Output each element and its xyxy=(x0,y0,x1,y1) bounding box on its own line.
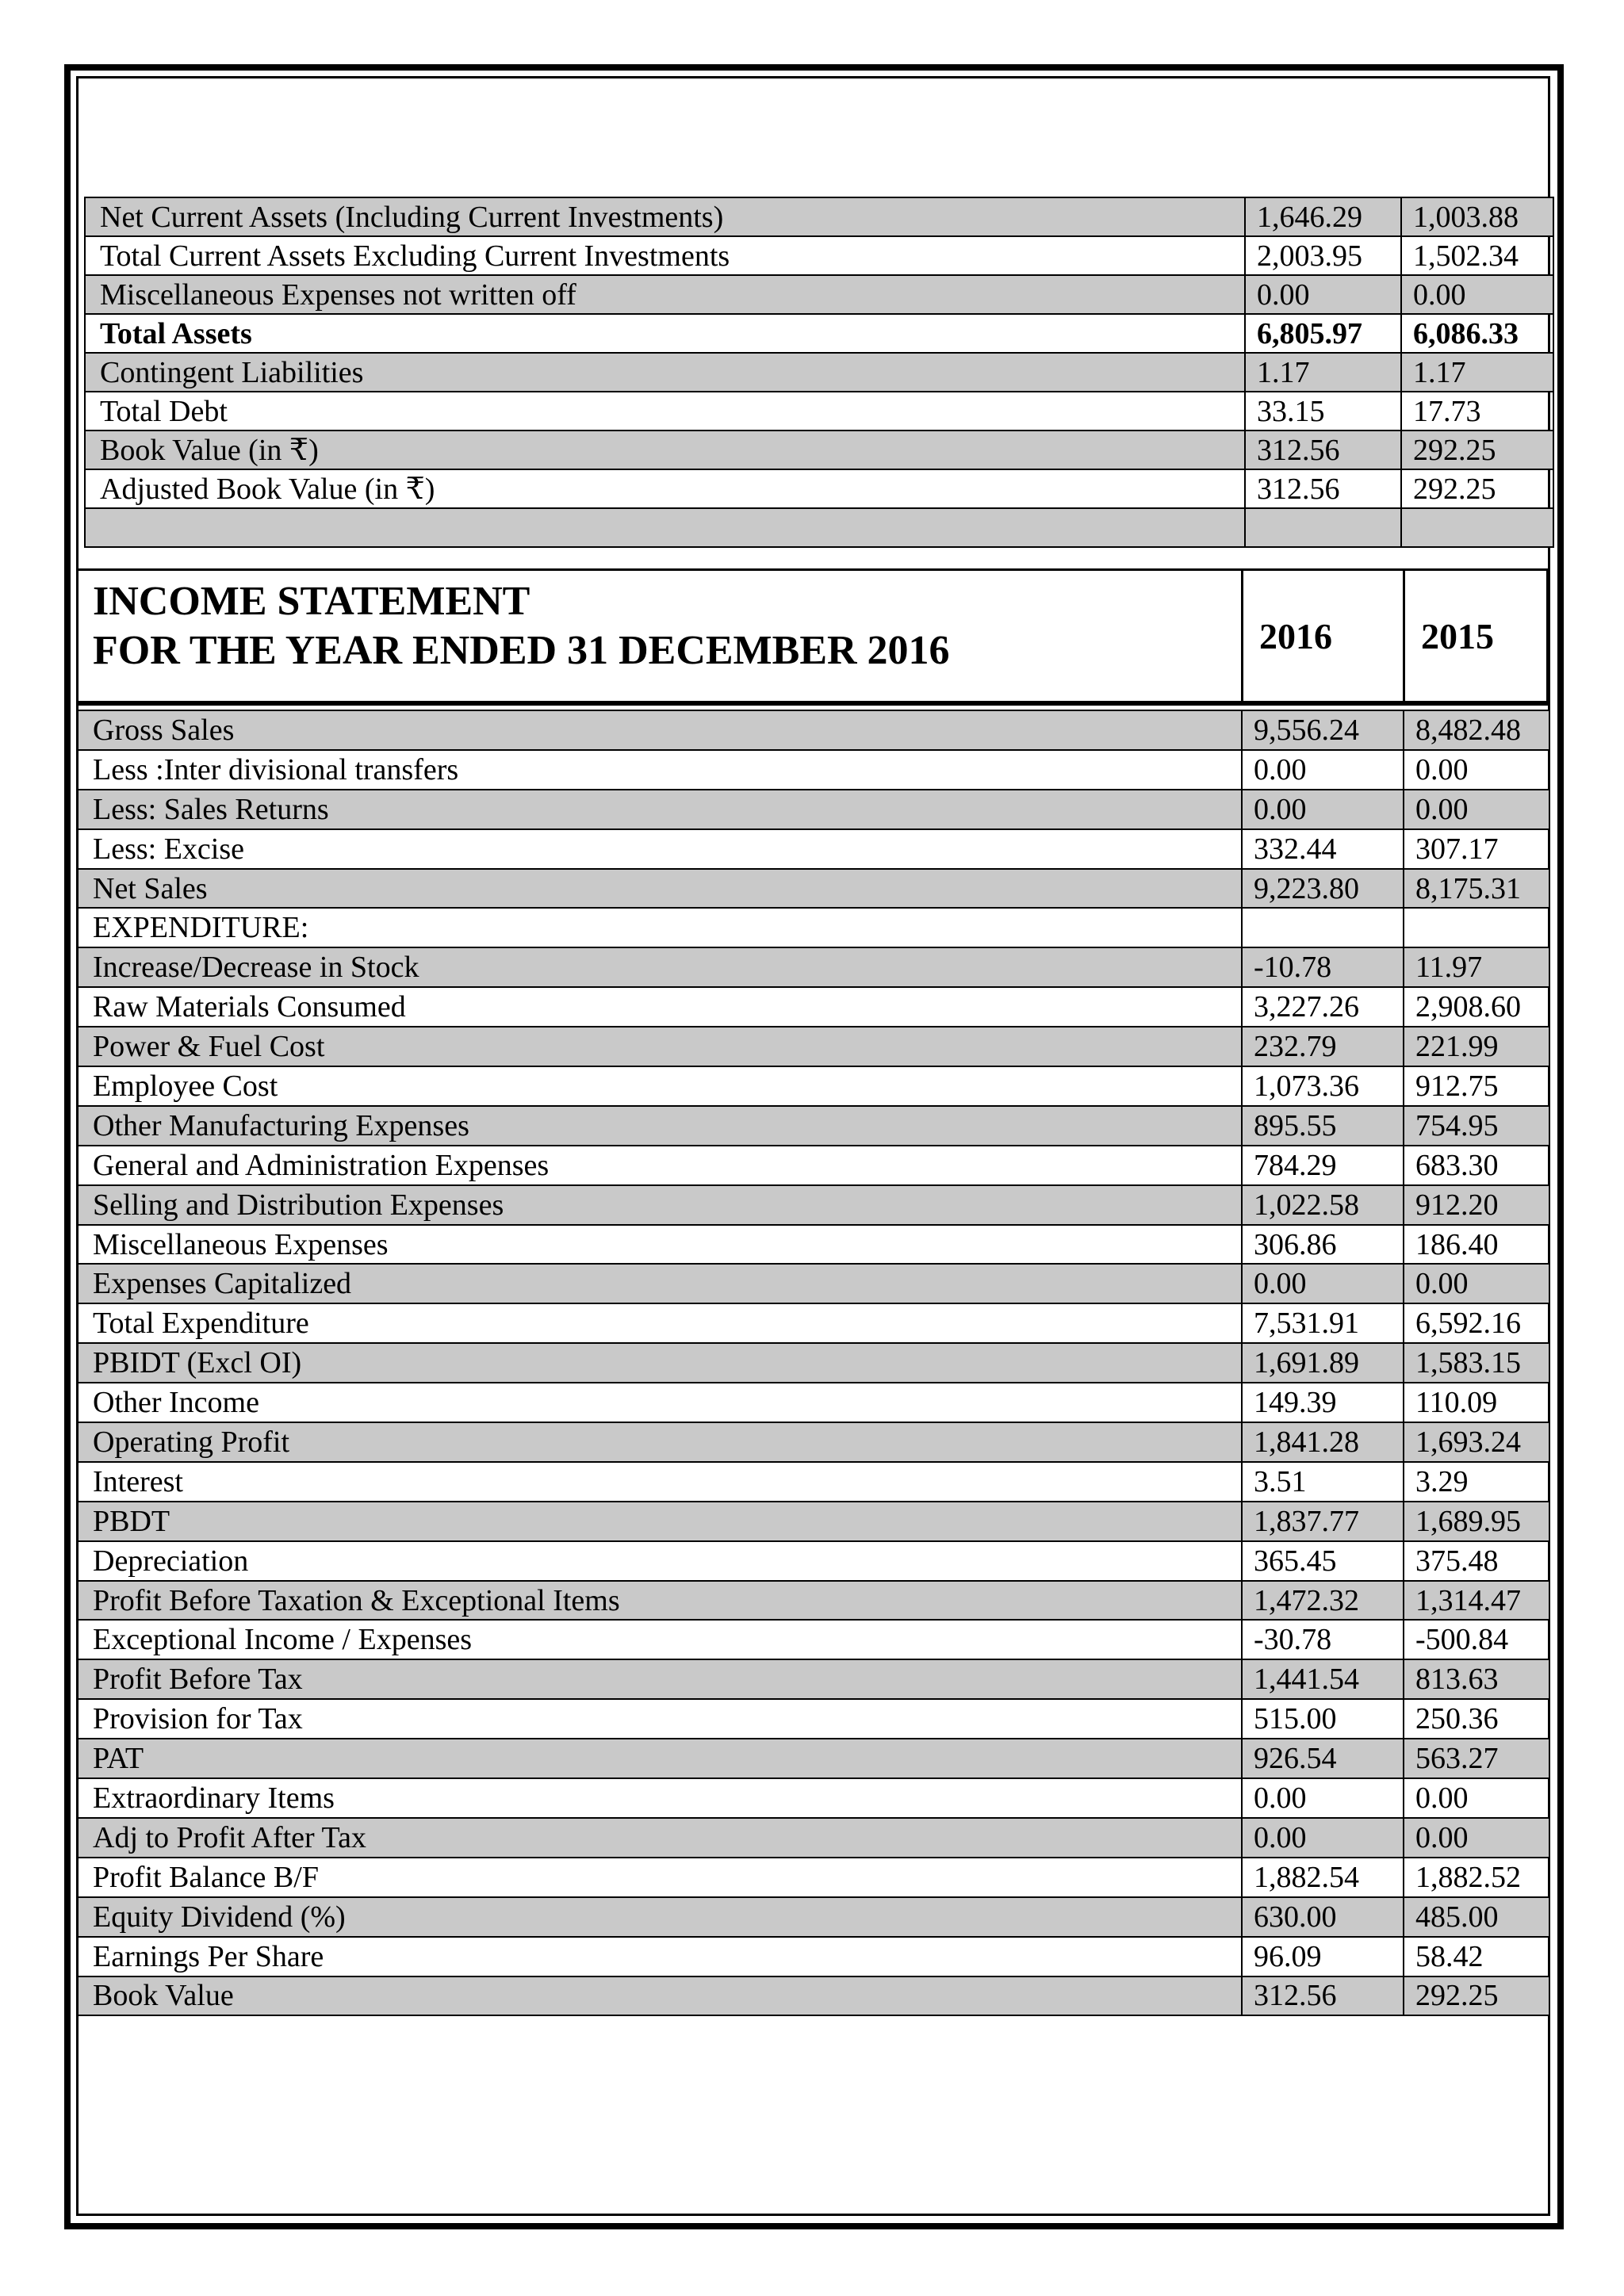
row-label: Total Expenditure xyxy=(78,1303,1242,1343)
row-label: Miscellaneous Expenses not written off xyxy=(85,275,1245,314)
value-2016: 1,841.28 xyxy=(1242,1422,1404,1462)
table-row xyxy=(78,1541,1549,1581)
row-label: Employee Cost xyxy=(78,1066,1242,1106)
value-2016: 9,223.80 xyxy=(1242,869,1404,909)
value-2015: 0.00 xyxy=(1404,1778,1549,1818)
value-2015: 1,583.15 xyxy=(1404,1343,1549,1383)
income-statement-body xyxy=(78,710,1549,2015)
value-2015: 221.99 xyxy=(1404,1027,1549,1066)
table-row xyxy=(78,1858,1549,1897)
table-row xyxy=(78,1225,1549,1265)
title-line-2: FOR THE YEAR ENDED 31 DECEMBER 2016 xyxy=(93,628,950,673)
value-2016: 3.51 xyxy=(1242,1462,1404,1502)
row-label: Raw Materials Consumed xyxy=(78,987,1242,1027)
value-2016: 0.00 xyxy=(1242,1778,1404,1818)
row-label: Increase/Decrease in Stock xyxy=(78,947,1242,987)
table-row xyxy=(85,353,1553,392)
table-row xyxy=(78,1066,1549,1106)
table-row xyxy=(78,1462,1549,1502)
value-2015: 292.25 xyxy=(1401,469,1553,508)
table-row xyxy=(85,314,1553,353)
row-label: Operating Profit xyxy=(78,1422,1242,1462)
value-2016: 1,882.54 xyxy=(1242,1858,1404,1897)
value-2015: 1,003.88 xyxy=(1401,197,1553,236)
column-header-2016: 2016 xyxy=(1241,571,1403,701)
row-label: Adjusted Book Value (in ₹) xyxy=(85,469,1245,508)
row-label: Exceptional Income / Expenses xyxy=(78,1620,1242,1659)
value-2015: 307.17 xyxy=(1404,829,1549,869)
value-2015: 250.36 xyxy=(1404,1699,1549,1739)
row-label: Adj to Profit After Tax xyxy=(78,1818,1242,1858)
table-row xyxy=(78,790,1549,829)
column-header-2015: 2015 xyxy=(1403,571,1549,701)
value-2015: 0.00 xyxy=(1404,1264,1549,1303)
table-row xyxy=(78,1146,1549,1185)
row-label: Profit Balance B/F xyxy=(78,1858,1242,1897)
table-row xyxy=(78,1620,1549,1659)
row-label: Gross Sales xyxy=(78,710,1242,750)
table-row xyxy=(78,947,1549,987)
table-row xyxy=(85,469,1553,508)
row-label: Less: Excise xyxy=(78,829,1242,869)
value-2016: 9,556.24 xyxy=(1242,710,1404,750)
value-2015: 6,086.33 xyxy=(1401,314,1553,353)
blank-row xyxy=(85,508,1553,547)
value-2015: 912.20 xyxy=(1404,1185,1549,1225)
value-2015: 912.75 xyxy=(1404,1066,1549,1106)
row-label: Earnings Per Share xyxy=(78,1937,1242,1976)
value-2015: 17.73 xyxy=(1401,392,1553,430)
value-2016: 926.54 xyxy=(1242,1739,1404,1778)
table-row xyxy=(78,1581,1549,1621)
value-2015: 58.42 xyxy=(1404,1937,1549,1976)
value-2015: 0.00 xyxy=(1404,750,1549,790)
row-label: Extraordinary Items xyxy=(78,1778,1242,1818)
value-2015: 1,693.24 xyxy=(1404,1422,1549,1462)
row-label: Other Manufacturing Expenses xyxy=(78,1106,1242,1146)
value-2016: 0.00 xyxy=(1242,1264,1404,1303)
table-row xyxy=(78,1739,1549,1778)
value-2015: 110.09 xyxy=(1404,1383,1549,1422)
table-row xyxy=(78,987,1549,1027)
value-2016: 306.86 xyxy=(1242,1225,1404,1265)
row-label: Book Value (in ₹) xyxy=(85,430,1245,469)
balance-sheet-body xyxy=(85,197,1553,508)
value-2015: 0.00 xyxy=(1404,1818,1549,1858)
value-2016: 332.44 xyxy=(1242,829,1404,869)
value-2016 xyxy=(1242,908,1404,947)
row-label: Book Value xyxy=(78,1976,1242,2016)
table-row xyxy=(78,1976,1549,2016)
value-2016: 33.15 xyxy=(1245,392,1401,430)
value-2015: 0.00 xyxy=(1404,790,1549,829)
value-2016: 0.00 xyxy=(1242,1818,1404,1858)
value-2016: 232.79 xyxy=(1242,1027,1404,1066)
value-2016: 312.56 xyxy=(1242,1976,1404,2016)
row-label: Equity Dividend (%) xyxy=(78,1897,1242,1937)
value-2015: 292.25 xyxy=(1404,1976,1549,2016)
row-label: PBIDT (Excl OI) xyxy=(78,1343,1242,1383)
value-2016: 3,227.26 xyxy=(1242,987,1404,1027)
row-label: PBDT xyxy=(78,1502,1242,1541)
row-label: Selling and Distribution Expenses xyxy=(78,1185,1242,1225)
value-2016: 1,837.77 xyxy=(1242,1502,1404,1541)
table-row xyxy=(78,1303,1549,1343)
value-2016: 895.55 xyxy=(1242,1106,1404,1146)
value-2016: 1,646.29 xyxy=(1245,197,1401,236)
value-2016: 630.00 xyxy=(1242,1897,1404,1937)
value-2016: 1,472.32 xyxy=(1242,1581,1404,1621)
row-label: Power & Fuel Cost xyxy=(78,1027,1242,1066)
value-2015: 8,175.31 xyxy=(1404,869,1549,909)
value-2016: 312.56 xyxy=(1245,469,1401,508)
value-2015: 813.63 xyxy=(1404,1659,1549,1699)
row-label: Interest xyxy=(78,1462,1242,1502)
value-2016: 515.00 xyxy=(1242,1699,1404,1739)
income-statement-title xyxy=(93,577,950,675)
value-2015: 563.27 xyxy=(1404,1739,1549,1778)
table-row xyxy=(78,869,1549,909)
row-label: Other Income xyxy=(78,1383,1242,1422)
row-label: PAT xyxy=(78,1739,1242,1778)
table-row xyxy=(78,1027,1549,1066)
table-row xyxy=(78,829,1549,869)
table-row xyxy=(78,1106,1549,1146)
row-label: Net Current Assets (Including Current Investments) xyxy=(85,197,1245,236)
table-row xyxy=(78,1818,1549,1858)
value-2016: 1.17 xyxy=(1245,353,1401,392)
value-2016: -10.78 xyxy=(1242,947,1404,987)
row-label: Depreciation xyxy=(78,1541,1242,1581)
income-statement-header xyxy=(77,568,1549,706)
value-2015: 292.25 xyxy=(1401,430,1553,469)
title-line-1: INCOME STATEMENT xyxy=(93,579,530,624)
value-2015: 375.48 xyxy=(1404,1541,1549,1581)
value-2015: -500.84 xyxy=(1404,1620,1549,1659)
table-row xyxy=(78,1502,1549,1541)
value-2016: 784.29 xyxy=(1242,1146,1404,1185)
value-2016: 149.39 xyxy=(1242,1383,1404,1422)
table-row xyxy=(85,392,1553,430)
value-2015: 186.40 xyxy=(1404,1225,1549,1265)
table-row xyxy=(78,1383,1549,1422)
value-2016: 96.09 xyxy=(1242,1937,1404,1976)
table-row xyxy=(78,1422,1549,1462)
row-label: Contingent Liabilities xyxy=(85,353,1245,392)
table-row xyxy=(78,1264,1549,1303)
value-2015: 11.97 xyxy=(1404,947,1549,987)
row-label: Profit Before Tax xyxy=(78,1659,1242,1699)
value-2016: 1,022.58 xyxy=(1242,1185,1404,1225)
row-label: Less :Inter divisional transfers xyxy=(78,750,1242,790)
value-2016: 7,531.91 xyxy=(1242,1303,1404,1343)
row-label: Total Assets xyxy=(85,314,1245,353)
value-2016: 1,073.36 xyxy=(1242,1066,1404,1106)
table-row xyxy=(78,1699,1549,1739)
value-2015: 1,689.95 xyxy=(1404,1502,1549,1541)
value-2016: 1,691.89 xyxy=(1242,1343,1404,1383)
table-row xyxy=(78,750,1549,790)
value-2015: 8,482.48 xyxy=(1404,710,1549,750)
table-row xyxy=(78,710,1549,750)
table-row xyxy=(78,1897,1549,1937)
table-row xyxy=(78,1185,1549,1225)
value-2016: 2,003.95 xyxy=(1245,236,1401,275)
row-label: Provision for Tax xyxy=(78,1699,1242,1739)
value-2015: 0.00 xyxy=(1401,275,1553,314)
value-2016: 0.00 xyxy=(1242,750,1404,790)
table-row xyxy=(78,1659,1549,1699)
row-label: Profit Before Taxation & Exceptional Items xyxy=(78,1581,1242,1621)
value-2015: 754.95 xyxy=(1404,1106,1549,1146)
value-2016: -30.78 xyxy=(1242,1620,1404,1659)
table-row xyxy=(85,275,1553,314)
table-row xyxy=(85,430,1553,469)
value-2015: 6,592.16 xyxy=(1404,1303,1549,1343)
value-2015: 1,882.52 xyxy=(1404,1858,1549,1897)
row-label: Miscellaneous Expenses xyxy=(78,1225,1242,1265)
value-2015: 683.30 xyxy=(1404,1146,1549,1185)
row-label: Expenses Capitalized xyxy=(78,1264,1242,1303)
value-2015: 2,908.60 xyxy=(1404,987,1549,1027)
row-label: Total Debt xyxy=(85,392,1245,430)
table-row xyxy=(85,236,1553,275)
table-row xyxy=(78,1343,1549,1383)
value-2015 xyxy=(1404,908,1549,947)
table-row xyxy=(78,908,1549,947)
value-2016: 6,805.97 xyxy=(1245,314,1401,353)
row-label: Less: Sales Returns xyxy=(78,790,1242,829)
balance-sheet-table xyxy=(84,197,1554,548)
value-2015: 1,314.47 xyxy=(1404,1581,1549,1621)
row-label: Total Current Assets Excluding Current Investments xyxy=(85,236,1245,275)
row-label: Net Sales xyxy=(78,869,1242,909)
table-row xyxy=(85,197,1553,236)
table-row xyxy=(78,1778,1549,1818)
value-2016: 1,441.54 xyxy=(1242,1659,1404,1699)
row-label: General and Administration Expenses xyxy=(78,1146,1242,1185)
value-2015: 1.17 xyxy=(1401,353,1553,392)
value-2015: 485.00 xyxy=(1404,1897,1549,1937)
value-2015: 3.29 xyxy=(1404,1462,1549,1502)
row-label: EXPENDITURE: xyxy=(78,908,1242,947)
value-2016: 0.00 xyxy=(1242,790,1404,829)
value-2015: 1,502.34 xyxy=(1401,236,1553,275)
income-statement-table xyxy=(77,710,1550,2016)
value-2016: 0.00 xyxy=(1245,275,1401,314)
table-row xyxy=(78,1937,1549,1976)
value-2016: 312.56 xyxy=(1245,430,1401,469)
value-2016: 365.45 xyxy=(1242,1541,1404,1581)
